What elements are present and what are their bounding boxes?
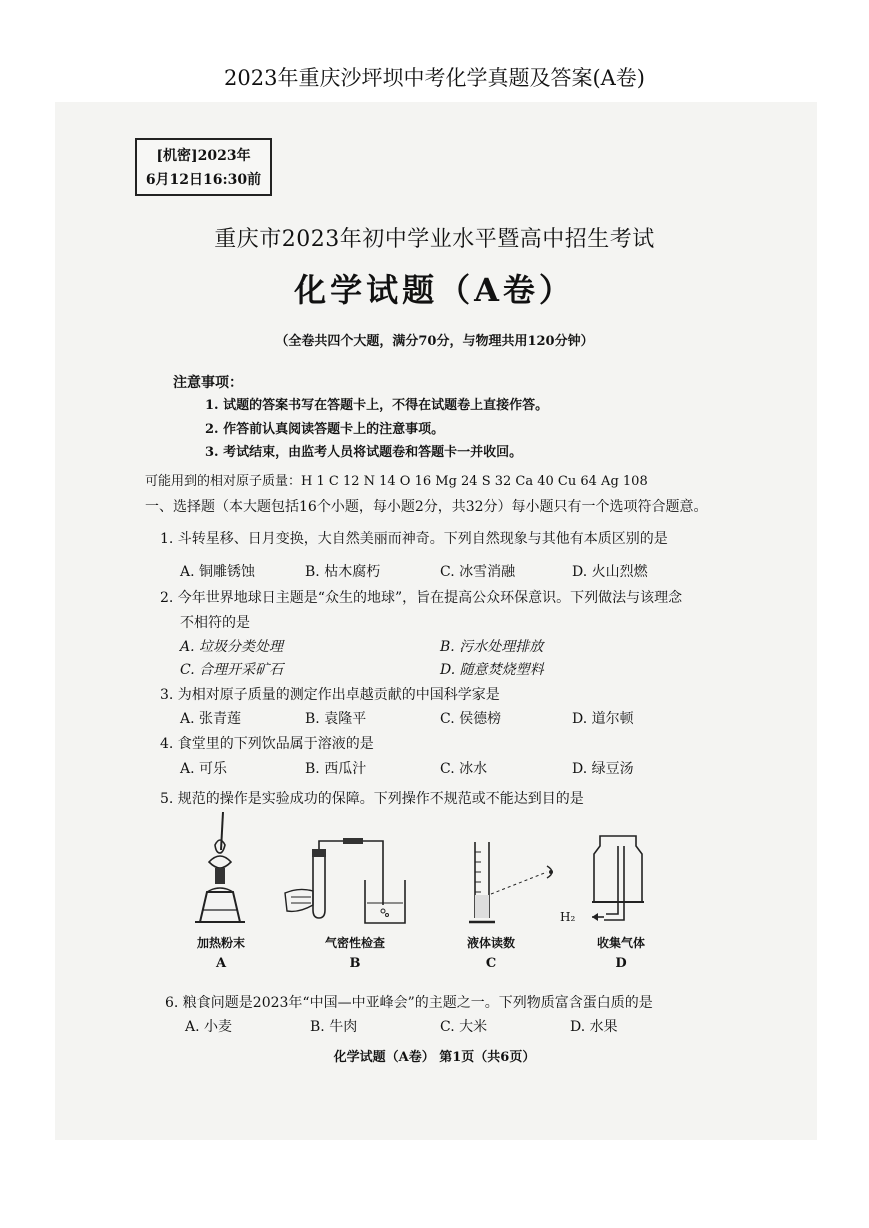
q4-option-c: C. 冰水 [440, 761, 488, 777]
q4-option-a: A. 可乐 [180, 761, 228, 777]
question-2-stem: 2. 今年世界地球日主题是“众生的地球”，旨在提高公众环保意识。下列做法与该理念 [160, 590, 683, 606]
q3-option-b: B. 袁隆平 [305, 711, 367, 727]
q2-option-c: C. 合理开采矿石 [180, 662, 284, 678]
figure-a-letter: A [215, 956, 227, 971]
figure-b-caption: 气密性检查 [324, 936, 385, 950]
secret-stamp-box [135, 138, 272, 196]
q6-option-d: D. 水果 [570, 1019, 618, 1035]
q6-option-a: A. 小麦 [185, 1019, 233, 1035]
question-3-stem: 3. 为相对原子质量的测定作出卓越贡献的中国科学家是 [160, 687, 500, 703]
question-2-stem-cont: 不相符的是 [180, 615, 250, 631]
figure-a-heating [185, 810, 255, 928]
q3-option-a: A. 张青莲 [180, 711, 242, 727]
exam-name: 重庆市2023年初中学业水平暨高中招生考试 [214, 227, 655, 252]
q2-option-b: B. 污水处理排放 [440, 639, 544, 655]
scanned-page [55, 102, 817, 1140]
q3-option-d: D. 道尔顿 [572, 711, 634, 727]
figure-d-gas-collection [578, 832, 668, 928]
secret-line-1: [机密]2023年 [156, 148, 251, 164]
notice-item: 2. 作答前认真阅读答题卡上的注意事项。 [205, 422, 445, 437]
q1-option-c: C. 冰雪消融 [440, 564, 516, 580]
figure-c-letter: C [485, 956, 497, 971]
atomic-masses: 可能用到的相对原子质量：H 1 C 12 N 14 O 16 Mg 24 S 32 Ca 40 Cu 64 Ag 108 [145, 474, 648, 489]
q4-option-b: B. 西瓜汁 [305, 761, 367, 777]
figure-b-airtightness [283, 835, 423, 930]
q2-option-d: D. 随意焚烧塑料 [440, 662, 544, 678]
figure-a-caption: 加热粉末 [196, 936, 245, 950]
q1-option-d: D. 火山烈燃 [572, 564, 648, 580]
question-6-stem: 6. 粮食问题是2023年“中国—中亚峰会”的主题之一。下列物质富含蛋白质的是 [165, 995, 653, 1011]
question-5-stem: 5. 规范的操作是实验成功的保障。下列操作不规范或不能达到目的是 [160, 791, 584, 807]
figure-d-letter: D [615, 956, 627, 971]
figure-d-caption: 收集气体 [596, 936, 645, 950]
gas-label: H₂ [560, 910, 576, 924]
notice-item: 3. 考试结束，由监考人员将试题卷和答题卡一并收回。 [205, 445, 523, 460]
q2-option-a: A. 垃圾分类处理 [180, 639, 284, 655]
subject-title: 化学试题（A卷） [294, 271, 575, 309]
section-heading: 一、选择题（本大题包括16个小题，每小题2分，共32分）每小题只有一个选项符合题意。 [145, 499, 708, 515]
q1-option-a: A. 铜雕锈蚀 [180, 564, 256, 580]
figure-c-liquid-reading [465, 840, 565, 928]
notice-title: 注意事项： [173, 375, 243, 391]
q6-option-b: B. 牛肉 [310, 1019, 358, 1035]
q3-option-c: C. 侯德榜 [440, 711, 502, 727]
exam-info: （全卷共四个大题，满分70分，与物理共用120分钟） [275, 334, 594, 349]
notice-item: 1. 试题的答案书写在答题卡上，不得在试题卷上直接作答。 [205, 398, 549, 413]
figure-b-letter: B [349, 956, 361, 971]
q1-option-b: B. 枯木腐朽 [305, 564, 381, 580]
figure-c-caption: 液体读数 [466, 936, 515, 950]
page-footer: 化学试题（A卷） 第1页（共6页） [333, 1050, 536, 1065]
secret-line-2: 6月12日16:30前 [145, 172, 262, 188]
question-1-stem: 1. 斗转星移、日月变换，大自然美丽而神奇。下列自然现象与其他有本质区别的是 [160, 531, 668, 547]
q6-option-c: C. 大米 [440, 1019, 488, 1035]
q4-option-d: D. 绿豆汤 [572, 761, 634, 777]
question-4-stem: 4. 食堂里的下列饮品属于溶液的是 [160, 736, 374, 752]
document-title: 2023年重庆沙坪坝中考化学真题及答案(A卷) [224, 66, 645, 90]
